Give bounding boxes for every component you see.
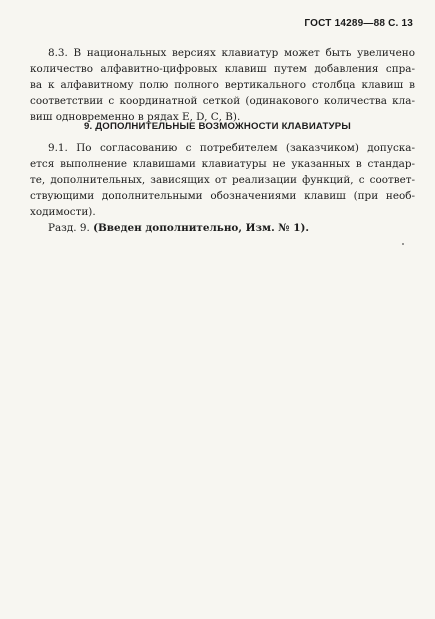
paragraph-line: виш одновременно в рядах Е, D, С, В).	[30, 111, 241, 123]
amendment-note-text: (Введен дополнительно, Изм. № 1).	[93, 222, 309, 234]
paragraph-line: соответствии с координатной сеткой (одинакового количества кла-	[30, 95, 415, 107]
amendment-note	[30, 220, 415, 236]
paragraph-8-3	[30, 45, 415, 125]
paragraph-line: количество алфавитно-цифровых клавиш путем добавления спра-	[30, 63, 415, 75]
paragraph-line: 9.1. По согласованию с потребителем (заказчиком) допуска-	[48, 142, 415, 154]
amendment-note-prefix: Разд. 9.	[48, 222, 94, 234]
page-header-standard-number: ГОСТ 14289—88 С. 13	[304, 18, 413, 29]
paragraph-line: те, дополнительных, зависящих от реализации функций, с соответ-	[30, 174, 415, 186]
scan-speck	[402, 243, 404, 245]
paragraph-line: ется выполнение клавишами клавиатуры не указанных в стандар-	[30, 158, 415, 170]
paragraph-line: 8.3. В национальных версиях клавиатур может быть увеличено	[48, 47, 415, 59]
paragraph-line: ствующими дополнительными обозначениями клавиш (при необ-	[30, 190, 415, 202]
section-heading-9: 9. ДОПОЛНИТЕЛЬНЫЕ ВОЗМОЖНОСТИ КЛАВИАТУРЫ	[84, 121, 351, 132]
paragraph-line: ва к алфавитному полю полного вертикального столбца клавиш в	[30, 79, 415, 91]
paragraph-line: ходимости).	[30, 206, 96, 218]
paragraph-9-1	[30, 140, 415, 236]
